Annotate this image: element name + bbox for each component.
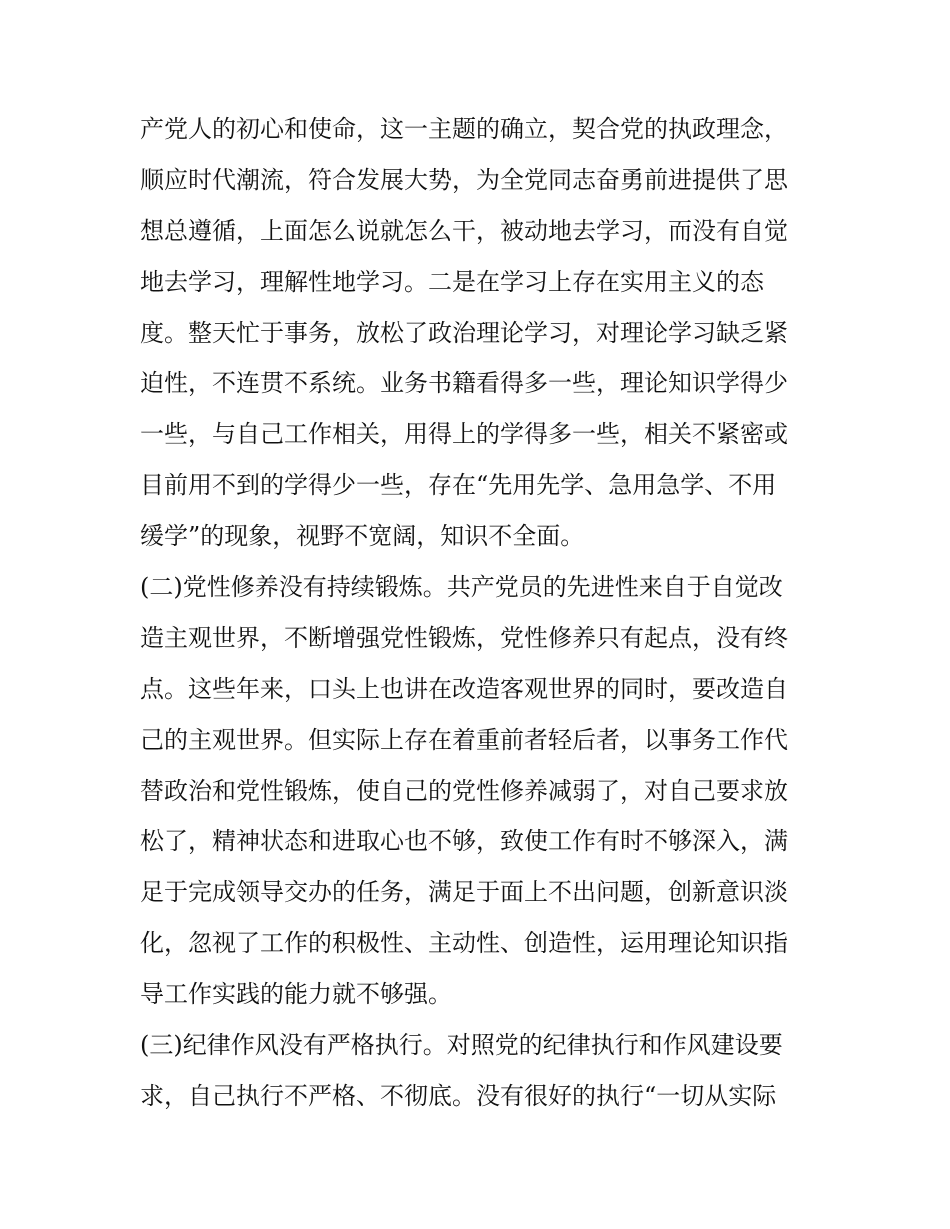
text-line: 迫性，不连贯不系统。业务书籍看得多一些，理论知识学得少 bbox=[140, 369, 788, 398]
text-line: (二)党性修养没有持续锻炼。共产党员的先进性来自于自觉改 bbox=[140, 573, 783, 602]
text-line: 点。这些年来，口头上也讲在改造客观世界的同时，要改造自 bbox=[140, 674, 788, 703]
text-line: 足于完成领导交办的任务，满足于面上不出问题，创新意识淡 bbox=[140, 878, 788, 907]
text-line: 缓学”的现象，视野不宽阔，知识不全面。 bbox=[140, 522, 585, 551]
text-line: 求，自己执行不严格、不彻底。没有很好的执行“一切从实际 bbox=[140, 1081, 777, 1110]
text-line: 目前用不到的学得少一些，存在“先用先学、急用急学、不用 bbox=[140, 471, 777, 500]
text-line: 替政治和党性锻炼，使自己的党性修养减弱了，对自己要求放 bbox=[140, 776, 788, 805]
text-line: 地去学习，理解性地学习。二是在学习上存在实用主义的态 bbox=[140, 267, 764, 296]
text-line: 度。整天忙于事务，放松了政治理论学习，对理论学习缺乏紧 bbox=[140, 318, 788, 347]
text-line: 产党人的初心和使命，这一主题的确立，契合党的执政理念， bbox=[140, 115, 788, 143]
text-line: 顺应时代潮流，符合发展大势，为全党同志奋勇前进提供了思 bbox=[140, 165, 788, 194]
text-line: 己的主观世界。但实际上存在着重前者轻后者，以事务工作代 bbox=[140, 725, 788, 754]
text-line: 化，忽视了工作的积极性、主动性、创造性，运用理论知识指 bbox=[140, 929, 788, 958]
document-body bbox=[140, 104, 820, 1122]
text-line: (三)纪律作风没有严格执行。对照党的纪律执行和作风建设要 bbox=[140, 1031, 783, 1060]
text-line: 一些，与自己工作相关，用得上的学得多一些，相关不紧密或 bbox=[140, 420, 788, 449]
text-line: 想总遵循，上面怎么说就怎么干，被动地去学习，而没有自觉 bbox=[140, 216, 788, 245]
text-line: 导工作实践的能力就不够强。 bbox=[140, 980, 452, 1009]
text-line: 造主观世界，不断增强党性锻炼，党性修养只有起点，没有终 bbox=[140, 623, 788, 652]
text-line: 松了，精神状态和进取心也不够，致使工作有时不够深入，满 bbox=[140, 827, 788, 856]
